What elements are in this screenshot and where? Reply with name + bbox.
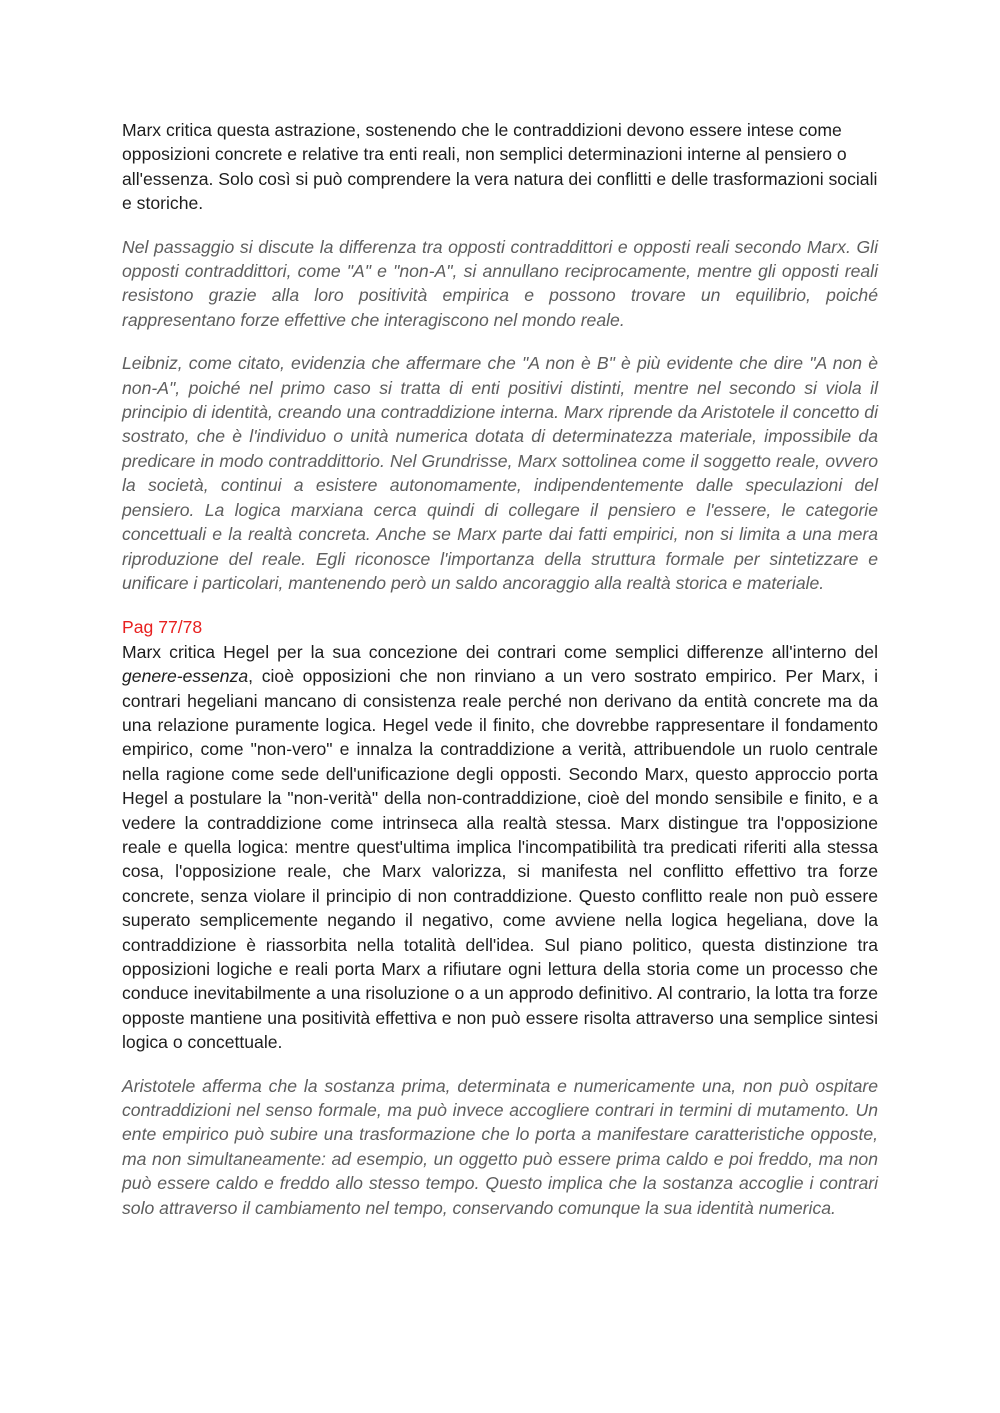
paragraph-text-rest: , cioè opposizioni che non rinviano a un vero sostrato empirico. Per Marx, i contrari hegeliani mancano di consistenza reale perché non derivano da entità concrete ma da una relazione puramente logica. Hegel vede il finito, che dovrebbe rappresentare il fondamento empirico, come "non-vero" e innalza la contraddizione a verità, attribuendole un ruolo centrale nella ragione come sede dell'unificazione degli opposti. Secondo Marx, questo approccio porta Hegel a postulare la "non-verità" della non-contraddizione, cioè del mondo sensibile e finito, e a vedere la contraddizione come intrinseca alla realtà stessa. Marx distingue tra l'opposizione reale e quella logica: mentre quest'ultima implica l'incompatibilità tra predicati riferiti alla stessa cosa, l'opposizione reale, che Marx valorizza, si manifesta nel conflitto effettivo tra forze concrete, senza violare il principio di non contraddizione. Questo conflitto reale non può essere superato semplicemente negando il negativo, come avviene nella logica hegeliana, dove la contraddizione è riassorbita nella totalità dell'idea. Sul piano politico, questa distinzione tra opposizioni logiche e reali porta Marx a rifiutare ogni lettura della storia come un processo che conduce inevitabilmente a una risoluzione o a un approdo definitivo. Al contrario, la lotta tra forze opposte mantiene una positività effettiva e non può essere risolta attraverso una semplice sintesi logica o concettuale.	[122, 666, 878, 1053]
page-reference: Pag 77/78	[122, 617, 203, 638]
emphasis-genere-essenza: genere-essenza	[122, 666, 249, 687]
paragraph-aristotele: Aristotele afferma che la sostanza prima, determinata e numericamente una, non può ospitare contraddizioni nel senso formale, ma può invece accogliere contrari in termini di mutamento. Un ente empirico può subire una trasformazione che lo porta a manifestare caratteristiche opposte, ma non simultaneamente: ad esempio, un oggetto può essere prima caldo e poi freddo, ma non può essere caldo e freddo allo stesso tempo. Questo implica che la sostanza accoglie i contrari solo attraverso il cambiamento nel tempo, conservando comunque la sua identità numerica.	[122, 1075, 878, 1218]
paragraph-marx-hegel	[122, 640, 878, 1055]
paragraph-opposti-contraddittori: Nel passaggio si discute la differenza tra opposti contraddittori e opposti reali secondo Marx. Gli opposti contraddittori, come "A" e "non-A", si annullano reciprocamente, mentre gli opposti reali resistono grazie alla loro positività empirica e possono trovare un equilibrio, poiché rappresentano forze effettive che interagiscono nel mondo reale.	[122, 236, 878, 330]
paragraph-marx-astrazione: Marx critica questa astrazione, sostenendo che le contraddizioni devono essere intese come opposizioni concrete e relative tra enti reali, non semplici determinazioni interne al pensiero o all'essenza. Solo così si può comprendere la vera natura dei conflitti e delle trasformazioni sociali e storiche.	[122, 120, 878, 214]
paragraph-text-start: Marx critica Hegel per la sua concezione dei contrari come semplici differenze all'interno del	[122, 641, 878, 662]
paragraph-leibniz: Leibniz, come citato, evidenzia che affermare che "A non è B" è più evidente che dire "A non è non-A", poiché nel primo caso si tratta di enti positivi distinti, mentre nel secondo si viola il principio di identità, creando una contraddizione interna. Marx riprende da Aristotele il concetto di sostrato, che è l'individuo o unità numerica dotata di determinatezza materiale, impossibile da predicare in modo contraddittorio. Nel Grundrisse, Marx sottolinea come il soggetto reale, ovvero la società, continui a esistere autonomamente, indipendentemente dalle speculazioni del pensiero. La logica marxiana cerca quindi di collegare il pensiero e l'essere, le categorie concettuali e la realtà concreta. Anche se Marx parte dai fatti empirici, non si limita a una mera riproduzione del reale. Egli riconosce l'importanza della struttura formale per sintetizzare e unificare i particolari, mantenendo però un saldo ancoraggio alla realtà storica e materiale.	[122, 353, 878, 593]
